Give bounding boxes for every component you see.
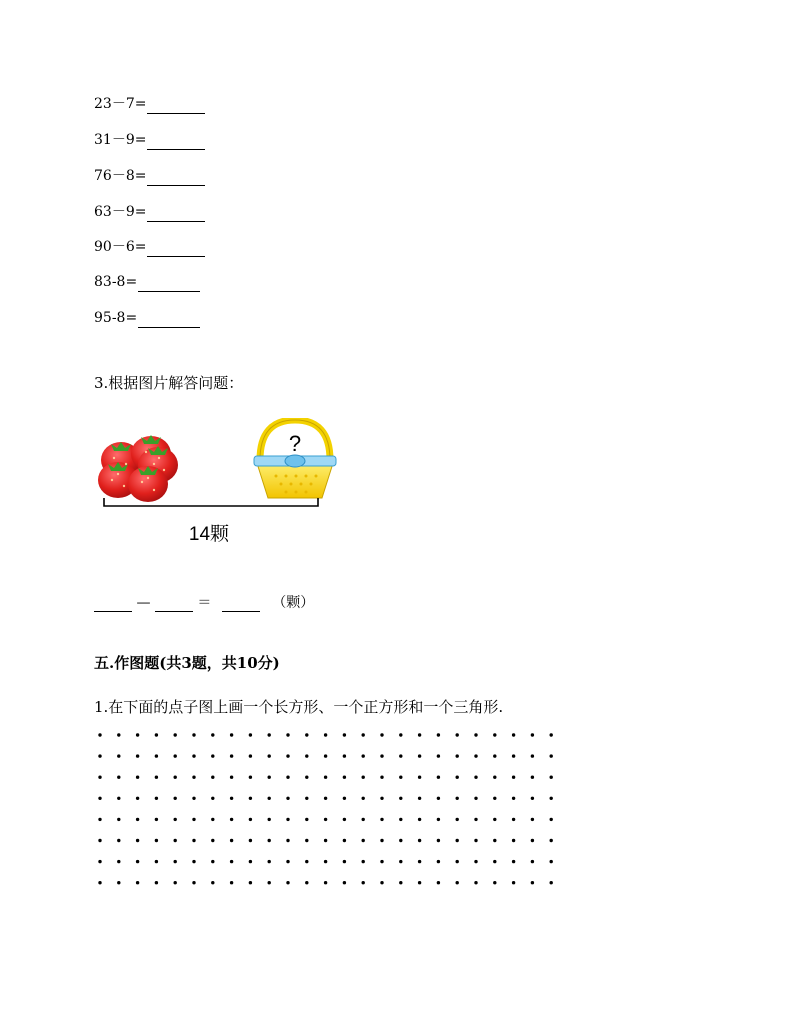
grid-dot[interactable] — [286, 818, 289, 821]
strawberry-basket-illustration — [96, 418, 346, 550]
grid-dot[interactable] — [268, 860, 271, 863]
grid-dot[interactable] — [192, 881, 195, 884]
grid-dot[interactable] — [531, 839, 534, 842]
grid-dot[interactable] — [380, 776, 383, 779]
grid-dot[interactable] — [211, 733, 214, 736]
grid-dot[interactable] — [324, 881, 327, 884]
grid-dot[interactable] — [117, 839, 120, 842]
grid-dot[interactable] — [418, 818, 421, 821]
grid-dot[interactable] — [531, 818, 534, 821]
grid-dot[interactable] — [362, 839, 365, 842]
question-mark-label: ? — [288, 431, 302, 456]
grid-dot[interactable] — [230, 733, 233, 736]
grid-dot[interactable] — [343, 733, 346, 736]
grid-dot[interactable] — [343, 839, 346, 842]
grid-dot[interactable] — [268, 733, 271, 736]
grid-dot[interactable] — [362, 860, 365, 863]
grid-dot[interactable] — [305, 797, 308, 800]
grid-dot[interactable] — [155, 818, 158, 821]
grid-dot[interactable] — [493, 881, 496, 884]
grid-dot[interactable] — [117, 776, 120, 779]
total-brace — [104, 498, 318, 506]
grid-dot[interactable] — [362, 733, 365, 736]
grid-dot[interactable] — [230, 839, 233, 842]
grid-dot[interactable] — [399, 839, 402, 842]
grid-dot[interactable] — [474, 776, 477, 779]
grid-dot[interactable] — [286, 881, 289, 884]
grid-dot[interactable] — [136, 776, 139, 779]
grid-dot[interactable] — [155, 733, 158, 736]
grid-dot[interactable] — [399, 818, 402, 821]
grid-dot[interactable] — [437, 776, 440, 779]
grid-dot[interactable] — [456, 881, 459, 884]
grid-dot[interactable] — [249, 754, 252, 757]
grid-dot[interactable] — [418, 797, 421, 800]
grid-dot[interactable] — [324, 776, 327, 779]
grid-dot[interactable] — [174, 818, 177, 821]
grid-dot[interactable] — [324, 818, 327, 821]
grid-dot[interactable] — [512, 776, 515, 779]
answer-blank[interactable] — [155, 597, 193, 612]
grid-dot[interactable] — [286, 860, 289, 863]
grid-dot[interactable] — [98, 797, 101, 800]
grid-dot[interactable] — [211, 754, 214, 757]
grid-dot[interactable] — [456, 733, 459, 736]
grid-dot[interactable] — [418, 881, 421, 884]
grid-dot[interactable] — [418, 860, 421, 863]
equation-text: 90－6= — [94, 239, 147, 255]
grid-dot[interactable] — [268, 839, 271, 842]
grid-dot[interactable] — [437, 754, 440, 757]
grid-dot[interactable] — [192, 733, 195, 736]
grid-dot[interactable] — [550, 776, 553, 779]
equation-row — [94, 237, 205, 257]
grid-dot[interactable] — [192, 776, 195, 779]
grid-dot[interactable] — [456, 776, 459, 779]
grid-dot[interactable] — [550, 754, 553, 757]
question-3-title: 3.根据图片解答问题： — [94, 374, 244, 392]
equation-text: 83-8= — [94, 274, 138, 290]
grid-dot[interactable] — [305, 839, 308, 842]
grid-dot[interactable] — [136, 733, 139, 736]
grid-dot[interactable] — [230, 797, 233, 800]
grid-dot[interactable] — [531, 776, 534, 779]
grid-dot[interactable] — [343, 818, 346, 821]
equation-text: 76－8= — [94, 168, 147, 184]
grid-dot[interactable] — [493, 860, 496, 863]
grid-dot[interactable] — [512, 860, 515, 863]
grid-dot[interactable] — [512, 881, 515, 884]
grid-dot[interactable] — [512, 839, 515, 842]
grid-dot[interactable] — [98, 818, 101, 821]
grid-dot[interactable] — [117, 818, 120, 821]
grid-dot[interactable] — [380, 818, 383, 821]
grid-dot[interactable] — [512, 754, 515, 757]
grid-dot[interactable] — [268, 776, 271, 779]
grid-dot[interactable] — [174, 860, 177, 863]
grid-dot[interactable] — [343, 754, 346, 757]
grid-dot[interactable] — [456, 860, 459, 863]
grid-dot[interactable] — [230, 754, 233, 757]
grid-dot[interactable] — [437, 881, 440, 884]
grid-dot[interactable] — [230, 776, 233, 779]
grid-dot[interactable] — [155, 776, 158, 779]
grid-dot[interactable] — [286, 797, 289, 800]
grid-dot[interactable] — [211, 860, 214, 863]
grid-dot[interactable] — [249, 860, 252, 863]
grid-dot[interactable] — [249, 839, 252, 842]
answer-blank[interactable] — [147, 207, 205, 222]
grid-dot[interactable] — [399, 776, 402, 779]
grid-dot[interactable] — [456, 754, 459, 757]
grid-dot[interactable] — [418, 776, 421, 779]
answer-blank[interactable] — [147, 171, 205, 186]
grid-dot[interactable] — [305, 818, 308, 821]
answer-blank[interactable] — [147, 99, 205, 114]
total-label: 14颗 — [188, 524, 230, 545]
grid-dot[interactable] — [117, 881, 120, 884]
grid-dot[interactable] — [343, 860, 346, 863]
answer-blank[interactable] — [138, 313, 200, 328]
grid-dot[interactable] — [418, 839, 421, 842]
dot-grid[interactable] — [92, 727, 562, 892]
equation-text: 31－9= — [94, 132, 147, 148]
grid-dot[interactable] — [512, 733, 515, 736]
grid-dot[interactable] — [343, 797, 346, 800]
grid-dot[interactable] — [493, 839, 496, 842]
grid-dot[interactable] — [286, 776, 289, 779]
grid-dot[interactable] — [230, 818, 233, 821]
grid-dot[interactable] — [249, 776, 252, 779]
grid-dot[interactable] — [456, 818, 459, 821]
grid-dot[interactable] — [550, 860, 553, 863]
grid-dot[interactable] — [268, 818, 271, 821]
grid-dot[interactable] — [174, 733, 177, 736]
grid-dot[interactable] — [399, 733, 402, 736]
grid-dot[interactable] — [324, 839, 327, 842]
equation-row — [94, 202, 205, 222]
grid-dot[interactable] — [117, 797, 120, 800]
grid-dot[interactable] — [550, 839, 553, 842]
equation-row — [94, 130, 205, 150]
answer-blank[interactable] — [94, 597, 132, 612]
grid-dot[interactable] — [437, 860, 440, 863]
answer-equation — [94, 592, 314, 612]
grid-dot[interactable] — [474, 860, 477, 863]
grid-dot[interactable] — [136, 881, 139, 884]
grid-dot[interactable] — [192, 860, 195, 863]
grid-dot[interactable] — [174, 797, 177, 800]
grid-dot[interactable] — [437, 818, 440, 821]
grid-dot[interactable] — [418, 754, 421, 757]
grid-dot[interactable] — [362, 754, 365, 757]
grid-dot[interactable] — [399, 860, 402, 863]
grid-dot[interactable] — [98, 733, 101, 736]
grid-dot[interactable] — [399, 881, 402, 884]
grid-dot[interactable] — [249, 733, 252, 736]
grid-dot[interactable] — [211, 776, 214, 779]
equation-text: 63－9= — [94, 204, 147, 220]
grid-dot[interactable] — [117, 754, 120, 757]
grid-dot[interactable] — [98, 839, 101, 842]
grid-dot[interactable] — [362, 818, 365, 821]
grid-dot[interactable] — [268, 881, 271, 884]
grid-dot[interactable] — [493, 797, 496, 800]
grid-dot[interactable] — [230, 881, 233, 884]
grid-dot[interactable] — [192, 797, 195, 800]
grid-dot[interactable] — [192, 839, 195, 842]
grid-dot[interactable] — [324, 754, 327, 757]
grid-dot[interactable] — [286, 839, 289, 842]
equals-sign: ＝ — [197, 595, 212, 611]
grid-dot[interactable] — [418, 733, 421, 736]
grid-dot[interactable] — [155, 839, 158, 842]
grid-dot[interactable] — [362, 797, 365, 800]
grid-dot[interactable] — [136, 797, 139, 800]
grid-dot[interactable] — [211, 839, 214, 842]
equation-text: 23－7= — [94, 96, 147, 112]
section-5-question-1: 1.在下面的点子图上画一个长方形、一个正方形和一个三角形. — [94, 698, 504, 716]
grid-dot[interactable] — [155, 881, 158, 884]
minus-sign: — — [136, 595, 151, 611]
grid-dot[interactable] — [268, 797, 271, 800]
grid-dot[interactable] — [531, 860, 534, 863]
grid-dot[interactable] — [437, 839, 440, 842]
grid-dot[interactable] — [155, 860, 158, 863]
answer-blank[interactable] — [147, 135, 205, 150]
grid-dot[interactable] — [155, 797, 158, 800]
grid-dot[interactable] — [230, 860, 233, 863]
grid-dot[interactable] — [512, 797, 515, 800]
grid-dot[interactable] — [136, 839, 139, 842]
grid-dot[interactable] — [249, 797, 252, 800]
grid-dot[interactable] — [117, 733, 120, 736]
answer-blank[interactable] — [147, 242, 205, 257]
grid-dot[interactable] — [305, 754, 308, 757]
grid-dot[interactable] — [474, 754, 477, 757]
grid-dot[interactable] — [211, 881, 214, 884]
grid-dot[interactable] — [493, 818, 496, 821]
grid-dot[interactable] — [343, 881, 346, 884]
grid-dot[interactable] — [136, 818, 139, 821]
grid-dot[interactable] — [324, 860, 327, 863]
strawberry-icon — [128, 466, 168, 502]
grid-dot[interactable] — [324, 733, 327, 736]
grid-dot[interactable] — [249, 881, 252, 884]
grid-dot[interactable] — [174, 839, 177, 842]
grid-dot[interactable] — [305, 733, 308, 736]
grid-dot[interactable] — [380, 881, 383, 884]
grid-dot[interactable] — [98, 776, 101, 779]
grid-dot[interactable] — [550, 797, 553, 800]
equation-row — [94, 308, 200, 328]
grid-dot[interactable] — [380, 733, 383, 736]
grid-dot[interactable] — [474, 881, 477, 884]
grid-dot[interactable] — [380, 797, 383, 800]
grid-dot[interactable] — [380, 754, 383, 757]
grid-dot[interactable] — [531, 733, 534, 736]
grid-dot[interactable] — [399, 754, 402, 757]
grid-dot[interactable] — [399, 797, 402, 800]
basket-icon — [254, 420, 336, 498]
grid-dot[interactable] — [437, 797, 440, 800]
grid-dot[interactable] — [98, 881, 101, 884]
answer-blank[interactable] — [138, 277, 200, 292]
grid-dot[interactable] — [211, 797, 214, 800]
grid-dot[interactable] — [474, 797, 477, 800]
grid-dot[interactable] — [474, 733, 477, 736]
grid-dot[interactable] — [531, 797, 534, 800]
grid-dot[interactable] — [117, 860, 120, 863]
strawberries-group — [98, 435, 178, 502]
grid-dot[interactable] — [268, 754, 271, 757]
grid-dot[interactable] — [493, 776, 496, 779]
grid-dot[interactable] — [437, 733, 440, 736]
grid-dot[interactable] — [98, 860, 101, 863]
grid-dot[interactable] — [249, 818, 252, 821]
grid-dot[interactable] — [305, 860, 308, 863]
grid-dot[interactable] — [380, 839, 383, 842]
grid-dot[interactable] — [192, 818, 195, 821]
grid-dot[interactable] — [456, 839, 459, 842]
grid-dot[interactable] — [512, 818, 515, 821]
grid-dot[interactable] — [550, 733, 553, 736]
grid-dot[interactable] — [174, 776, 177, 779]
grid-dot[interactable] — [531, 881, 534, 884]
grid-dot[interactable] — [474, 818, 477, 821]
grid-dot[interactable] — [136, 860, 139, 863]
equation-row — [94, 272, 200, 292]
equation-row — [94, 94, 205, 114]
grid-dot[interactable] — [286, 754, 289, 757]
unit-label: （颗） — [272, 595, 315, 611]
grid-dot[interactable] — [174, 754, 177, 757]
grid-dot[interactable] — [531, 754, 534, 757]
grid-dot[interactable] — [98, 754, 101, 757]
grid-dot[interactable] — [155, 754, 158, 757]
grid-dot[interactable] — [211, 818, 214, 821]
grid-dot[interactable] — [136, 754, 139, 757]
grid-dot[interactable] — [380, 860, 383, 863]
grid-dot[interactable] — [550, 818, 553, 821]
grid-dot[interactable] — [174, 881, 177, 884]
grid-dot[interactable] — [305, 776, 308, 779]
grid-dot[interactable] — [324, 797, 327, 800]
grid-dot[interactable] — [192, 754, 195, 757]
grid-dot[interactable] — [362, 776, 365, 779]
answer-blank[interactable] — [222, 597, 260, 612]
equation-row — [94, 166, 205, 186]
grid-dot[interactable] — [474, 839, 477, 842]
grid-dot[interactable] — [493, 733, 496, 736]
grid-dot[interactable] — [456, 797, 459, 800]
grid-dot[interactable] — [286, 733, 289, 736]
grid-dot[interactable] — [343, 776, 346, 779]
section-5-heading: 五.作图题(共3题，共10分) — [94, 654, 280, 672]
grid-dot[interactable] — [493, 754, 496, 757]
grid-dot[interactable] — [550, 881, 553, 884]
grid-dot[interactable] — [305, 881, 308, 884]
equation-text: 95-8= — [94, 310, 138, 326]
grid-dot[interactable] — [362, 881, 365, 884]
